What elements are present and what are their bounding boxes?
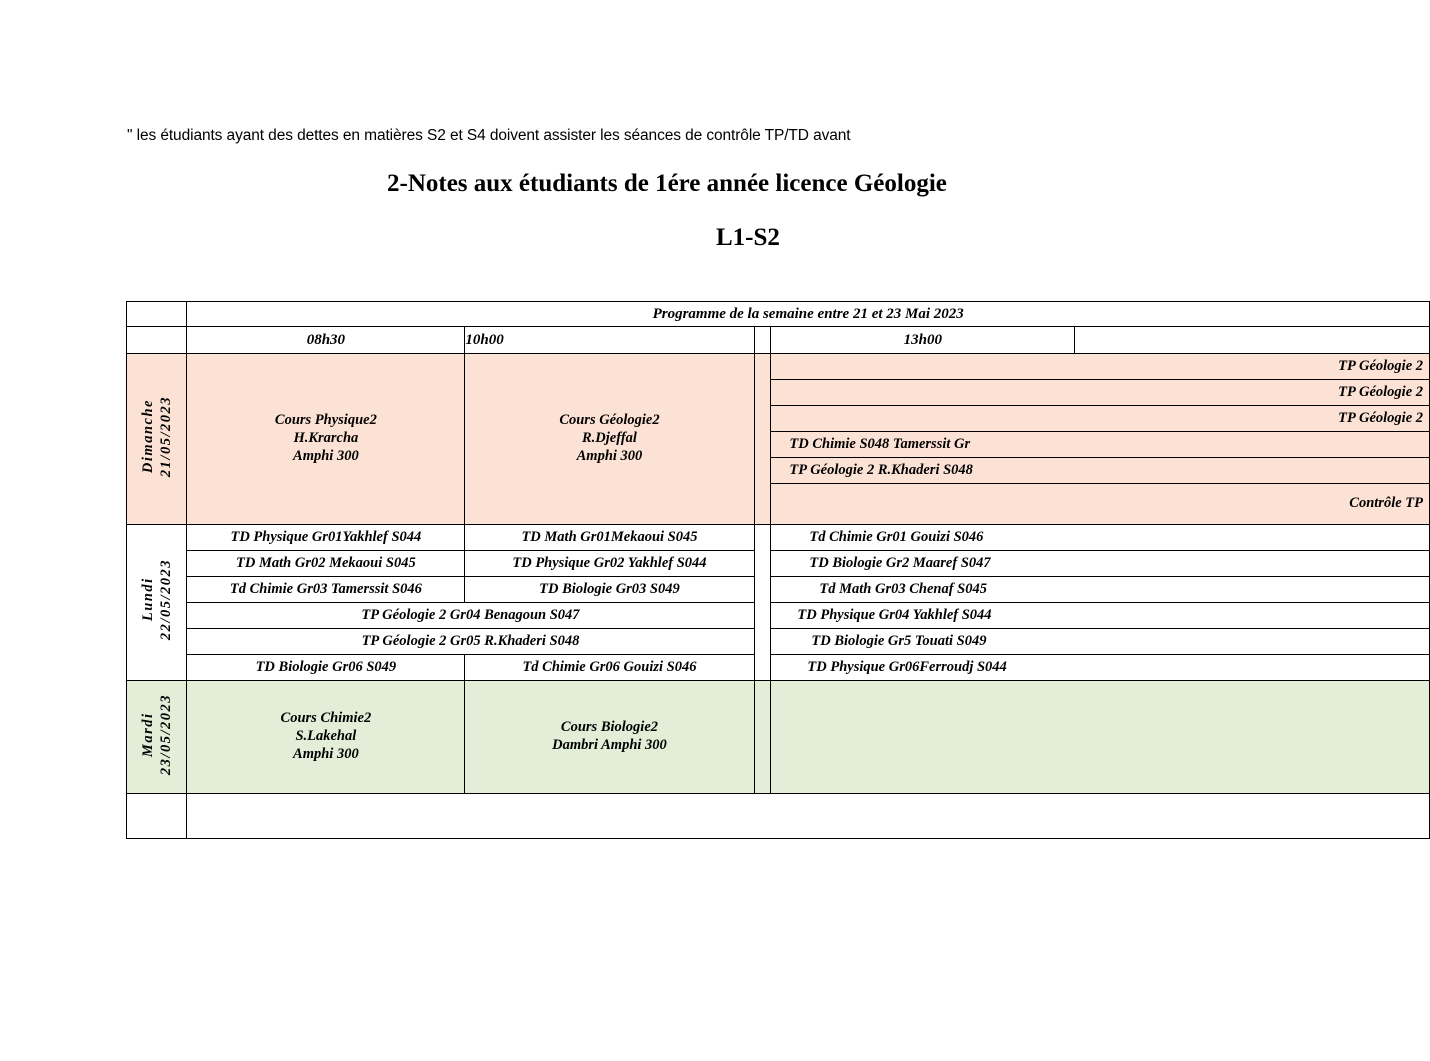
header-corner-blank [127,302,187,327]
programme-week-header: Programme de la semaine entre 21 et 23 Mai 2023 [187,302,1430,327]
row-lundi-2 [127,551,1430,577]
day-label-mardi-text: Mardi 23/05/2023 [139,693,174,775]
cours-physique2-title: Cours Physique2 [274,412,377,429]
lundi-r6-c1: TD Biologie Gr06 S049 [187,655,465,681]
lundi-r4-c4: TD Physique Gr04 Yakhlef S044 [771,603,1430,629]
time-row-corner-blank [127,327,187,354]
cours-chimie2-room: Amphi 300 [293,745,359,762]
cours-chimie2-title: Cours Chimie2 [280,710,372,727]
row-lundi-6 [127,655,1430,681]
lundi-r6-c4: TD Physique Gr06Ferroudj S044 [771,655,1430,681]
dimanche-session-4: TD Chimie S048 Tamerssit Gr [771,432,1430,458]
cours-geologie2-teacher: R.Djeffal [582,430,637,447]
row-dimanche-1 [127,354,1430,380]
lundi-r2-c2: TD Physique Gr02 Yakhlef S044 [465,551,754,577]
cours-biologie2-teacher: Dambri Amphi 300 [552,737,667,753]
page-subtitle: L1-S2 [716,224,780,251]
cours-chimie2-teacher: S.Lakehal [295,728,357,745]
cours-biologie2-title: Cours Biologie2 [560,719,659,736]
lundi-r2-c1: TD Math Gr02 Mekaoui S045 [187,551,465,577]
lundi-r3-c2: TD Biologie Gr03 S049 [465,577,754,603]
cours-geologie2-block [465,354,754,525]
cours-geologie2-title: Cours Géologie2 [559,412,660,429]
notice-text: " les étudiants ayant des dettes en matières S2 et S4 doivent assister les séances de contrôle TP/TD avant [127,127,851,144]
time-header-0830: 08h30 [187,327,465,354]
row-mardi [127,681,1430,794]
table-header-row-programme [127,302,1430,327]
mardi-afternoon-cell [771,681,1430,794]
dimanche-session-2: TP Géologie 2 [771,380,1430,406]
cours-physique2-block [187,354,465,525]
footer-content-cell [187,794,1430,839]
lundi-gap-cell [754,525,771,681]
lundi-r6-c2: Td Chimie Gr06 Gouizi S046 [465,655,754,681]
row-lundi-4 [127,603,1430,629]
time-header-tail [1075,327,1430,354]
dimanche-session-1: TP Géologie 2 [771,354,1430,380]
lundi-r2-c4: TD Biologie Gr2 Maaref S047 [771,551,1430,577]
lundi-r1-c2: TD Math Gr01Mekaoui S045 [465,525,754,551]
cours-physique2-room: Amphi 300 [293,447,359,464]
time-header-gap [754,327,771,354]
footer-day-cell [127,794,187,839]
cours-chimie2-block [187,681,465,794]
lundi-r3-c4: Td Math Gr03 Chenaf S045 [771,577,1430,603]
cours-biologie2-block [465,681,754,794]
dimanche-session-6: Contrôle TP [771,484,1430,525]
day-label-dimanche-text: Dimanche 21/05/2023 [139,395,174,477]
table-header-row-times [127,327,1430,354]
dimanche-session-5: TP Géologie 2 R.Khaderi S048 [771,458,1430,484]
lundi-r3-c1: Td Chimie Gr03 Tamerssit S046 [187,577,465,603]
row-lundi-5 [127,629,1430,655]
page-title: 2-Notes aux étudiants de 1ére année licence Géologie [387,170,947,197]
day-label-dimanche [127,354,187,525]
lundi-r4-span: TP Géologie 2 Gr04 Benagoun S047 [187,603,754,629]
dimanche-gap-cell [754,354,771,525]
lundi-r5-span: TP Géologie 2 Gr05 R.Khaderi S048 [187,629,754,655]
day-label-mardi [127,681,187,794]
day-label-lundi [127,525,187,681]
row-lundi-1 [127,525,1430,551]
schedule-table-container [126,301,1430,839]
lundi-r1-c4: Td Chimie Gr01 Gouizi S046 [771,525,1430,551]
time-header-1000: 10h00 [465,327,754,354]
cours-physique2-teacher: H.Krarcha [293,430,359,447]
cours-geologie2-room: Amphi 300 [576,447,643,464]
time-header-1300: 13h00 [771,327,1075,354]
mardi-gap-cell [754,681,771,794]
row-footer-empty [127,794,1430,839]
lundi-r5-c4: TD Biologie Gr5 Touati S049 [771,629,1430,655]
dimanche-session-3: TP Géologie 2 [771,406,1430,432]
schedule-table [126,301,1430,839]
lundi-r1-c1: TD Physique Gr01Yakhlef S044 [187,525,465,551]
day-label-lundi-text: Lundi 22/05/2023 [139,559,174,641]
row-lundi-3 [127,577,1430,603]
